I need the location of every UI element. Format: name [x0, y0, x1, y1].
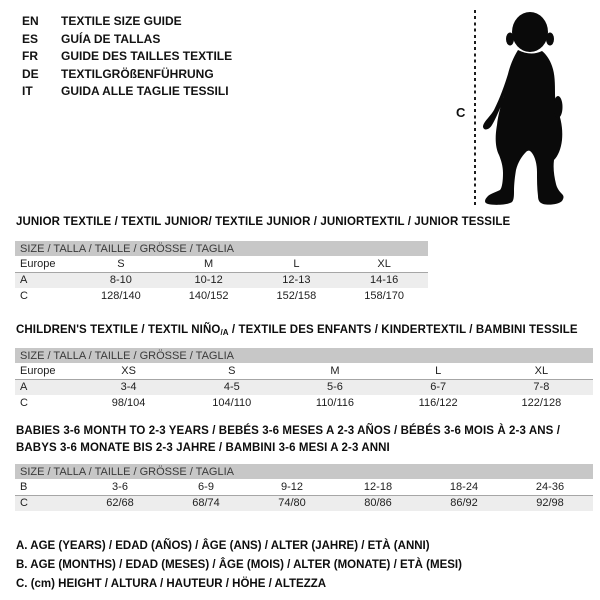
table-cell: 104/110	[212, 397, 252, 409]
height-figure	[440, 0, 600, 215]
table-cell: 62/68	[77, 495, 163, 511]
table-cell: 68/74	[163, 495, 249, 511]
table-row	[15, 379, 593, 395]
table-cell: S	[77, 256, 165, 272]
babies-table-title	[16, 423, 581, 457]
row-label: A	[15, 379, 77, 395]
table-cell: 110/116	[315, 397, 355, 409]
language-label: TEXTILE SIZE GUIDE	[61, 14, 182, 28]
table-cell: 9-12	[249, 479, 335, 495]
language-label: GUIDE DES TAILLES TEXTILE	[61, 49, 233, 63]
table-cell: XL	[490, 363, 593, 379]
table-cell: 18-24	[421, 479, 507, 495]
table-cell: 24-36	[507, 479, 593, 495]
table-cell: 4-5	[180, 379, 283, 395]
size-header-label: SIZE / TALLA / TAILLE / GRÖSSE / TAGLIA	[15, 348, 593, 363]
size-header-row	[15, 348, 593, 363]
size-header-row	[15, 464, 593, 479]
row-label: B	[15, 479, 77, 495]
babies-size-table	[15, 464, 593, 511]
table-row	[15, 495, 593, 511]
height-measure-label: C	[456, 105, 466, 120]
table-row	[15, 288, 428, 304]
language-code: IT	[22, 84, 33, 98]
children-title-sub: /A	[220, 328, 229, 337]
table-cell: 14-16	[340, 272, 428, 288]
language-row-en	[22, 13, 232, 31]
table-cell: 98/104	[111, 397, 146, 409]
table-cell: 128/140	[100, 290, 141, 302]
size-header-label: SIZE / TALLA / TAILLE / GRÖSSE / TAGLIA	[15, 241, 428, 256]
language-row-de	[22, 66, 232, 84]
language-label: GUÍA DE TALLAS	[61, 31, 161, 46]
language-title-list	[22, 13, 232, 101]
table-cell: 5-6	[283, 379, 386, 395]
table-cell: 8-10	[77, 272, 165, 288]
table-cell: S	[180, 363, 283, 379]
table-cell: 140/152	[188, 290, 229, 302]
children-title-suffix: / TEXTILE DES ENFANTS / KINDERTEXTIL / BAMBINI TESSILE	[228, 324, 578, 336]
language-code: DE	[22, 66, 39, 81]
language-code: EN	[22, 14, 39, 28]
junior-table-title: JUNIOR TEXTILE / TEXTIL JUNIOR/ TEXTILE JUNIOR / JUNIORTEXTIL / JUNIOR TESSILE	[16, 216, 511, 228]
language-row-fr	[22, 48, 232, 66]
size-header-row	[15, 241, 428, 256]
language-label: TEXTILGRÖßENFÜHRUNG	[61, 66, 214, 81]
table-cell: 74/80	[249, 495, 335, 511]
legend-line-c: C. (cm) HEIGHT / ALTURA / HAUTEUR / HÖHE / ALTEZZA	[16, 578, 327, 591]
row-label: C	[15, 495, 77, 511]
junior-size-table	[15, 241, 428, 304]
table-cell: 3-4	[77, 379, 180, 395]
row-label: C	[20, 397, 28, 409]
table-row	[15, 479, 593, 495]
language-label: GUIDA ALLE TAGLIE TESSILI	[61, 84, 229, 98]
size-header-label: SIZE / TALLA / TAILLE / GRÖSSE / TAGLIA	[15, 464, 593, 479]
measurement-legend	[16, 537, 462, 595]
table-cell: 12-18	[335, 479, 421, 495]
babies-title-line1: BABIES 3-6 MONTH TO 2-3 YEARS / BEBÉS 3-6 MESES A 2-3 AÑOS / BÉBÉS 3-6 MOIS À 2-3 ANS /	[16, 425, 560, 437]
table-cell: 86/92	[421, 495, 507, 511]
table-row	[15, 272, 428, 288]
language-code: FR	[22, 49, 38, 63]
table-cell: L	[387, 363, 490, 379]
language-row-it	[22, 83, 232, 101]
children-size-table	[15, 348, 593, 411]
language-row-es	[22, 31, 232, 49]
children-title-prefix: CHILDREN'S TEXTILE / TEXTIL NIÑO	[16, 324, 221, 336]
table-cell: 158/170	[364, 290, 404, 302]
table-cell: 92/98	[507, 495, 593, 511]
table-cell: 7-8	[490, 379, 593, 395]
table-cell: 152/158	[276, 290, 317, 302]
table-cell: XL	[340, 256, 428, 272]
table-row	[15, 395, 593, 411]
table-row	[15, 363, 593, 379]
legend-line-b: B. AGE (MONTHS) / EDAD (MESES) / ÂGE (MOIS) / ALTER (MONATE) / ETÀ (MESI)	[16, 559, 462, 572]
table-cell: 116/122	[418, 397, 458, 409]
table-cell: 6-9	[163, 479, 249, 495]
row-label: A	[15, 272, 77, 288]
table-cell: 80/86	[335, 495, 421, 511]
row-label: Europe	[15, 256, 77, 272]
baby-silhouette-icon	[480, 8, 575, 208]
children-table-title	[16, 324, 578, 337]
table-cell: M	[283, 363, 386, 379]
table-cell: L	[253, 256, 341, 272]
height-measure-dashed-line	[474, 10, 476, 207]
table-cell: 10-12	[165, 272, 253, 288]
row-label: C	[20, 290, 28, 302]
babies-title-line2: BABYS 3-6 MONATE BIS 2-3 JAHRE / BAMBINI 3-6 MESI A 2-3 ANNI	[16, 442, 390, 454]
table-cell: 12-13	[253, 272, 341, 288]
row-label: Europe	[15, 363, 77, 379]
table-cell: 122/128	[521, 397, 562, 409]
table-cell: M	[165, 256, 253, 272]
language-code: ES	[22, 31, 39, 46]
legend-line-a: A. AGE (YEARS) / EDAD (AÑOS) / ÂGE (ANS) / ALTER (JAHRE) / ETÀ (ANNI)	[16, 540, 430, 552]
table-cell: 6-7	[387, 379, 490, 395]
table-cell: 3-6	[77, 479, 163, 495]
table-row	[15, 256, 428, 272]
table-cell: XS	[77, 363, 180, 379]
